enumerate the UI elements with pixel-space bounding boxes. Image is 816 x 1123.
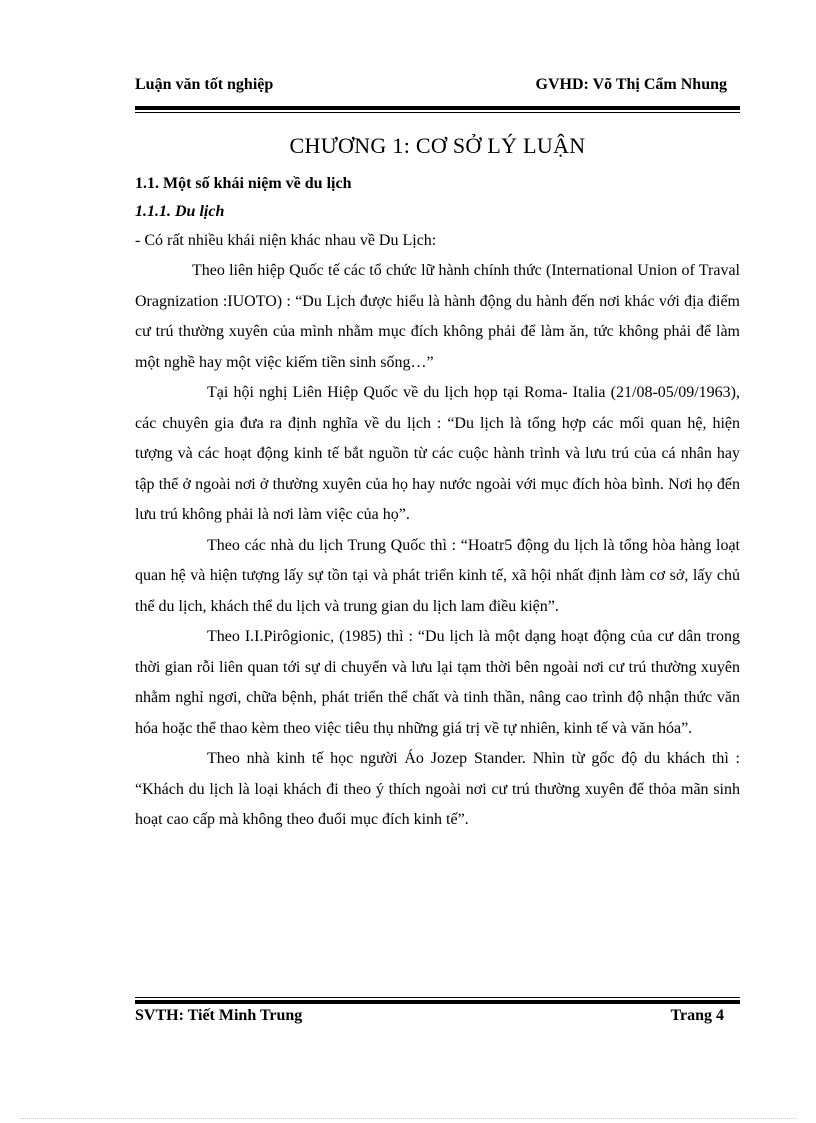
paragraph: Theo các nhà du lịch Trung Quốc thì : “Hoatr5 động du lịch là tổng hòa hàng loạt quan hệ và hiện tượng lấy sự tồn tại và phát triển kinh tế, xã hội nhất định làm cơ sở, lấy chủ thể du lịch, khách thể du lịch và trung gian du lịch lam điều kiện”. [135,536,740,615]
subsection-heading: 1.1.1. Du lịch [135,203,225,220]
paragraph: Theo I.I.Pirôgionic, (1985) thì : “Du lịch là một dạng hoạt động của cư dân trong thời gian rỗi liên quan tới sự di chuyển và lưu lại tạm thời bên ngoài nơi cư trú thường xuyên nhằm nghỉ ngơi, chữa bệnh, phát triển thể chất và tinh thần, nâng cao trình độ nhận thức văn hóa hoặc thể thao kèm theo việc tiêu thụ những giá trị về tự nhiên, kinh tế và văn hóa”. [135,628,740,737]
section-heading: 1.1. Một số khái niệm về du lịch [135,175,352,192]
footer-student: SVTH: Tiết Minh Trung [135,1007,303,1024]
header-thesis-label: Luận văn tốt nghiệp [135,76,274,93]
page-number: Trang 4 [670,1007,724,1024]
body-content [135,170,740,836]
page-edge-divider [20,1118,796,1119]
chapter-title: CHƯƠNG 1: CƠ SỞ LÝ LUẬN [289,133,586,158]
paragraph: Theo liên hiệp Quốc tế các tổ chức lữ hành chính thức (International Union of Traval Oragnization :IUOTO) : “Du Lịch được hiểu là hành động du hành đến nơi khác với địa điểm cư trú thường xuyên của mình nhằm mục đích không phải để làm ăn, tức không phải để làm một nghề hay một việc kiếm tiền sinh sống…” [135,262,740,371]
header-advisor: GVHD: Võ Thị Cẩm Nhung [535,76,727,93]
paragraph: Tại hội nghị Liên Hiệp Quốc về du lịch họp tại Roma- Italia (21/08-05/09/1963), các chuyên gia đưa ra định nghĩa về du lịch : “Du lịch là tổng hợp các mối quan hệ, hiện tượng và các hoạt động kinh tế bắt nguồn từ các cuộc hành trình và lưu trú của cá nhân hay tập thể ở ngoài nơi ở thường xuyên của họ hay nước ngoài với mục đích hòa bình. Nơi họ đến lưu trú không phải là nơi làm việc của họ”. [135,384,740,523]
page-header [135,76,740,98]
header-rule [135,106,740,113]
page-footer [135,1007,740,1029]
paragraph: Theo nhà kinh tế học người Áo Jozep Stander. Nhìn từ gốc độ du khách thì : “Khách du lịch là loại khách đi theo ý thích ngoài nơi cư trú thường xuyên để thỏa mãn sinh hoạt cao cấp mà không theo đuổi mục đích kinh tế”. [135,750,740,828]
footer-rule [135,997,740,1004]
intro-line: - Có rất nhiều khái niện khác nhau về Du Lịch: [135,232,437,249]
